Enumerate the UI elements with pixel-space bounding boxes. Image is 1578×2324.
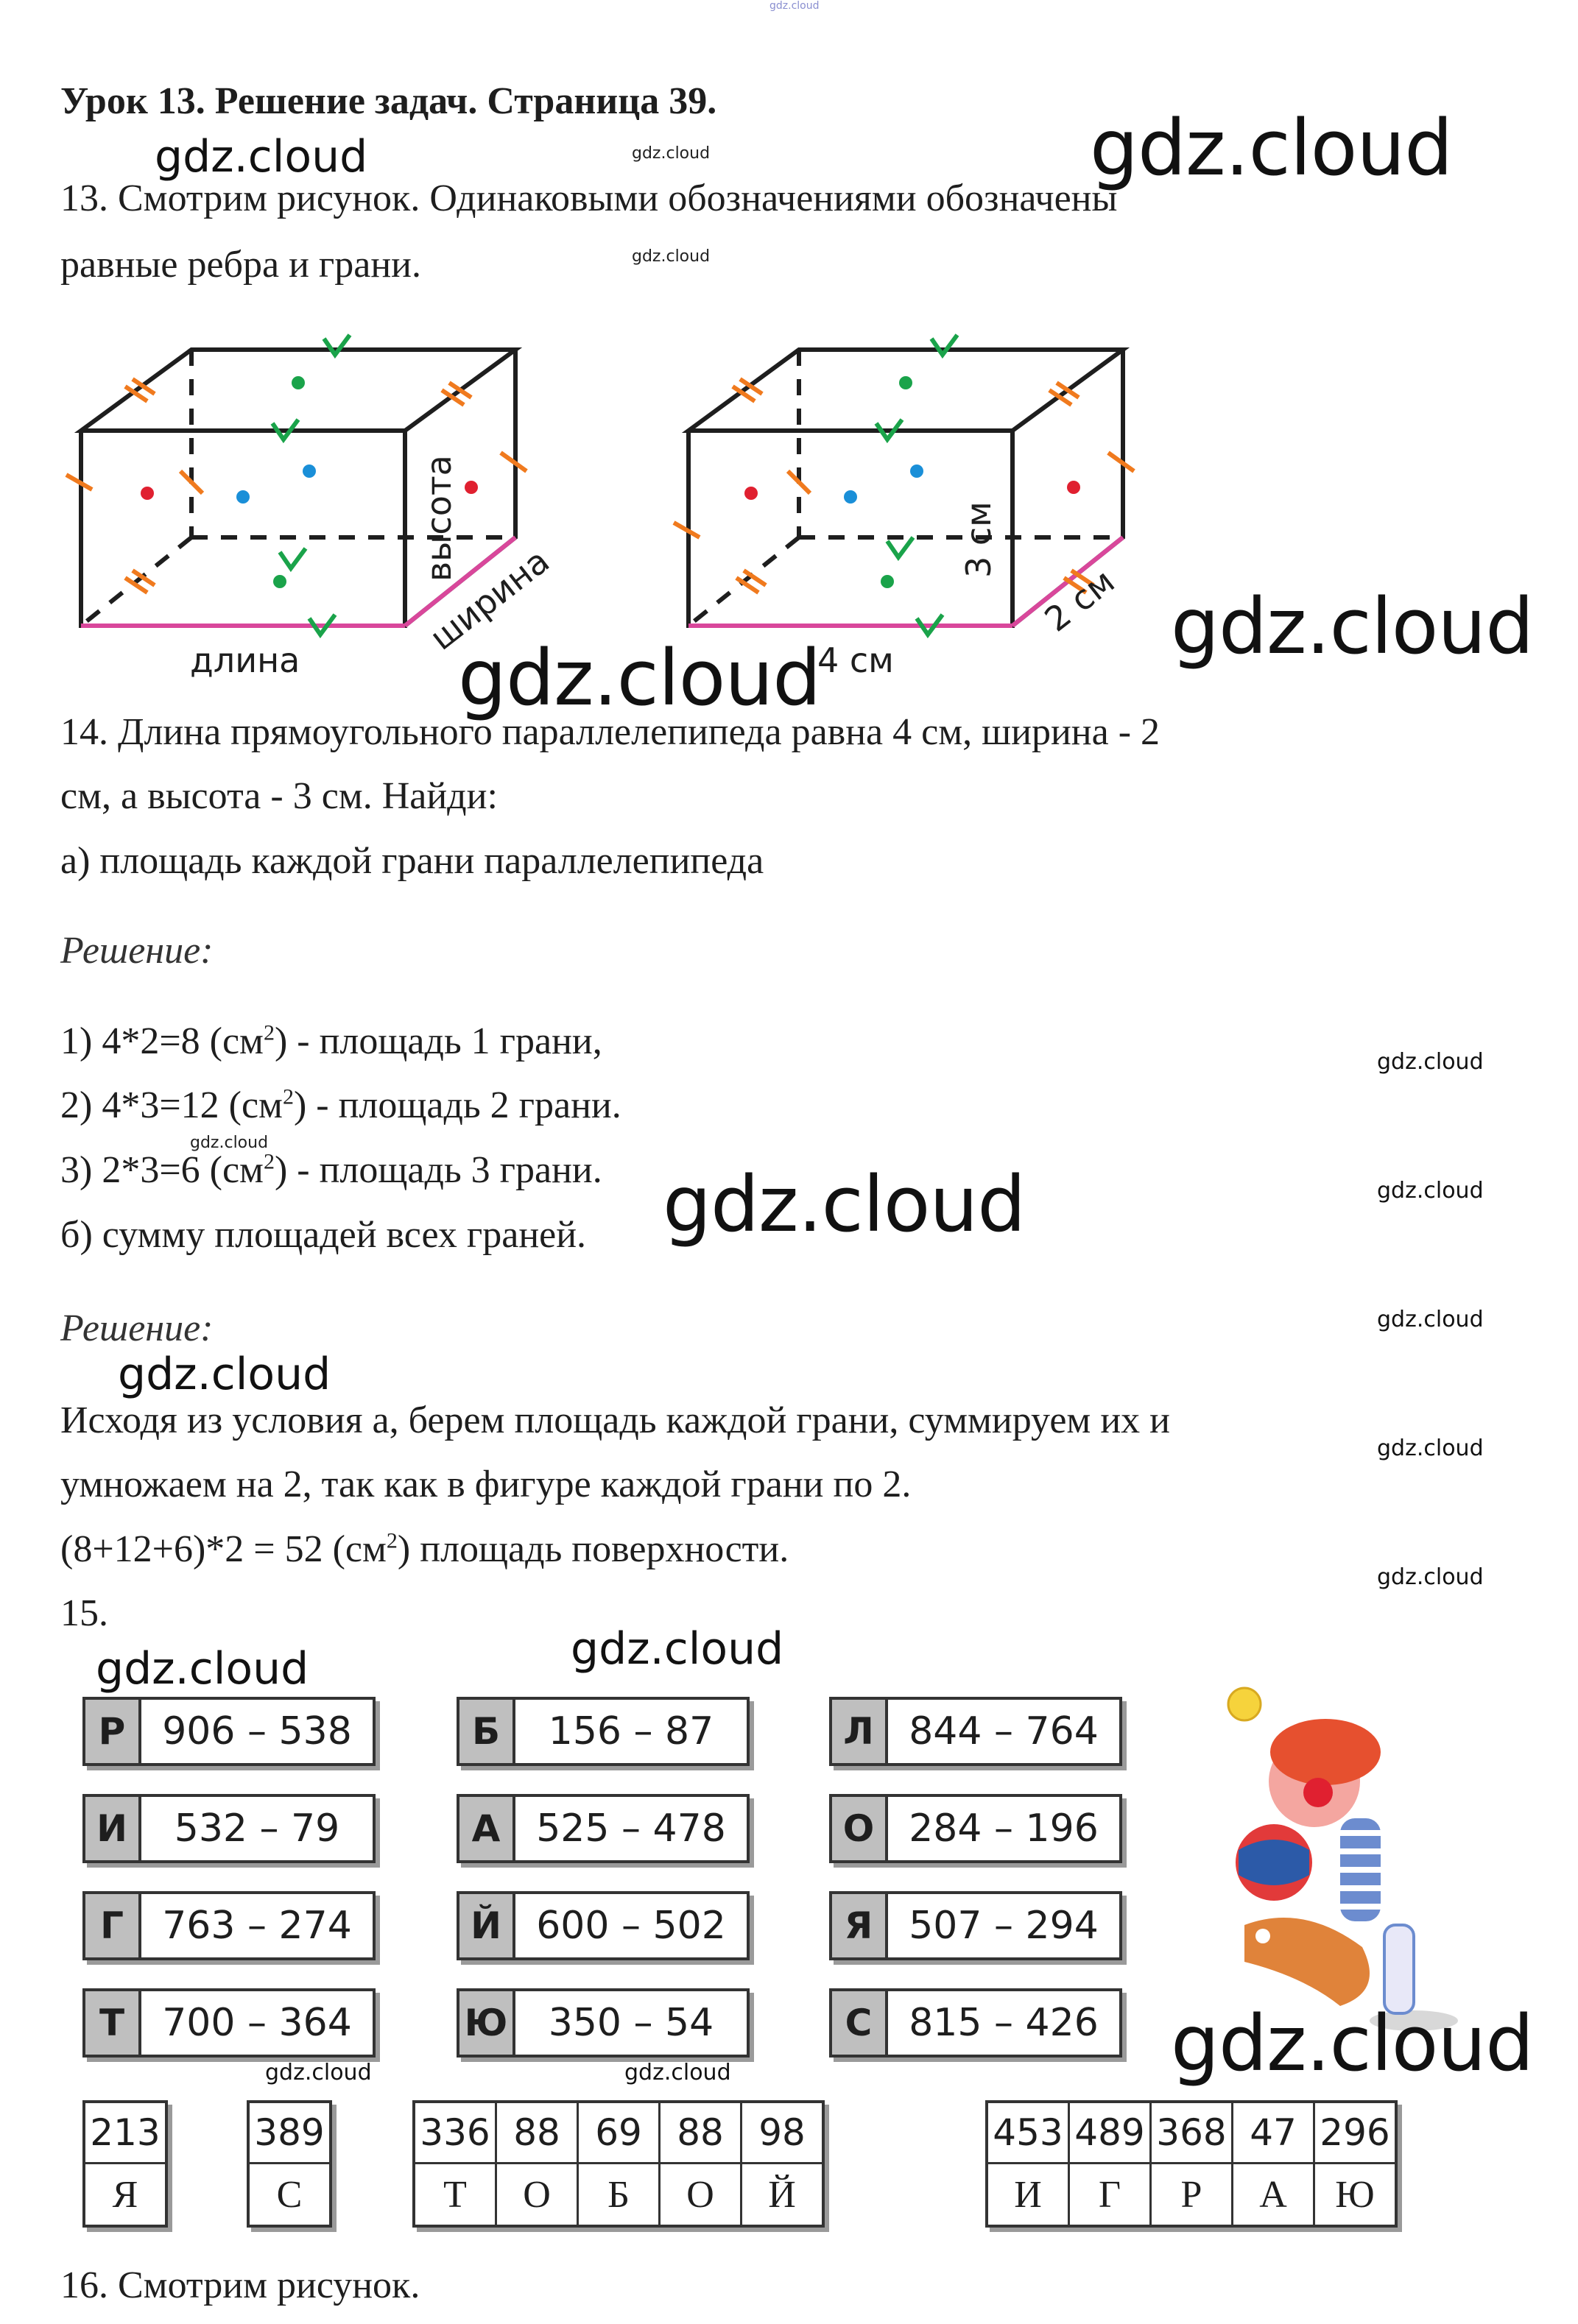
answer-number: 47 — [1233, 2103, 1313, 2164]
watermark: gdz.cloud — [624, 2060, 731, 2085]
exercise-card — [82, 1794, 376, 1863]
exercise-card — [82, 1697, 376, 1766]
solution-label-a: Решение: — [60, 930, 214, 972]
answer-number: 98 — [742, 2103, 822, 2164]
exercise-card — [829, 1794, 1122, 1863]
watermark: gdz.cloud — [1377, 1564, 1484, 1590]
answer-number: 489 — [1070, 2103, 1149, 2164]
answer-number: 88 — [661, 2103, 740, 2164]
surface-area-result: (8+12+6)*2 = 52 $(см^2)$ площадь поверхности. — [60, 1528, 789, 1570]
answer-group — [247, 2100, 332, 2228]
task14-line1: 14. Длина прямоугольного параллелепипеда равна 4 см, ширина - 2 — [60, 711, 1160, 753]
solution-step-2: 2) 4*3=12 $(см^2)$ - площадь 2 грани. — [60, 1084, 621, 1126]
exercise-card — [829, 1891, 1122, 1960]
explanation-line1: Исходя из условия а, берем площадь каждой грани, суммируем их и — [60, 1399, 1170, 1441]
task14-part-a: а) площадь каждой грани параллелепипеда — [60, 840, 764, 882]
right-height-label: 3 см — [959, 501, 998, 578]
watermark: gdz.cloud — [632, 144, 711, 163]
answer-number: 213 — [85, 2103, 165, 2164]
watermark: gdz.cloud — [571, 1623, 784, 1675]
watermark: gdz.cloud — [265, 2060, 372, 2085]
watermark: gdz.cloud — [458, 633, 821, 723]
exercise-expression: 156 – 87 — [548, 1709, 714, 1753]
answer-letter: Й — [768, 2173, 796, 2216]
exercise-card — [457, 1891, 750, 1960]
task15-number: 15. — [60, 1592, 108, 1634]
watermark: gdz.cloud — [1377, 1049, 1484, 1075]
exercise-expression: 906 – 538 — [162, 1709, 352, 1753]
watermark: gdz.cloud — [190, 1134, 269, 1152]
exercise-card — [829, 1988, 1122, 2058]
exercise-expression: 284 – 196 — [909, 1806, 1099, 1851]
task14-part-b: б) сумму площадей всех граней. — [60, 1214, 587, 1256]
explanation-line2: умножаем на 2, так как в фигуре каждой грани по 2. — [60, 1463, 912, 1505]
watermark: gdz.cloud — [632, 247, 711, 266]
exercise-card — [457, 1697, 750, 1766]
exercise-letter: И — [85, 1797, 141, 1860]
exercise-expression: 532 – 79 — [174, 1806, 340, 1851]
exercise-letter: Т — [85, 1991, 141, 2055]
clown-illustration — [1193, 1682, 1517, 2035]
watermark: gdz.cloud — [155, 131, 368, 183]
left-width-label: ширина — [422, 540, 557, 658]
answer-number: 88 — [497, 2103, 577, 2164]
answer-number: 296 — [1315, 2103, 1395, 2164]
answer-letter: О — [523, 2173, 551, 2216]
exercise-card — [457, 1794, 750, 1863]
exercise-letter: Р — [85, 1700, 141, 1763]
lesson-title: Урок 13. Решение задач. Страница 39. — [60, 80, 717, 122]
answer-letter: Б — [607, 2173, 630, 2216]
solution-label-b: Решение: — [60, 1307, 214, 1349]
answer-number: 453 — [988, 2103, 1068, 2164]
exercise-expression: 507 – 294 — [909, 1904, 1099, 1948]
watermark: gdz.cloud — [663, 1159, 1026, 1249]
exercise-letter: Я — [832, 1894, 888, 1957]
watermark: gdz.cloud — [118, 1349, 331, 1400]
watermark-top: gdz.cloud — [769, 0, 820, 12]
exercise-letter: А — [459, 1797, 515, 1860]
exercise-card — [829, 1697, 1122, 1766]
task13-line2: равные ребра и грани. — [60, 244, 421, 286]
right-length-label: 4 см — [817, 640, 894, 680]
answer-group — [82, 2100, 168, 2228]
answer-letter: Я — [112, 2173, 138, 2216]
right-width-label: 2 см — [1037, 561, 1122, 640]
answer-letter: О — [686, 2173, 714, 2216]
exercise-expression: 700 – 364 — [162, 2001, 352, 2045]
exercise-letter: Г — [85, 1894, 141, 1957]
answer-number: 69 — [579, 2103, 658, 2164]
watermark: gdz.cloud — [1377, 1307, 1484, 1332]
answer-group — [985, 2100, 1398, 2228]
task14-line2: см, а высота - 3 см. Найди: — [60, 775, 498, 817]
answer-number: 389 — [250, 2103, 329, 2164]
exercise-letter: Б — [459, 1700, 515, 1763]
answer-letter: Р — [1180, 2173, 1202, 2216]
answer-letter: С — [276, 2173, 303, 2216]
exercise-card — [457, 1988, 750, 2058]
watermark: gdz.cloud — [96, 1643, 309, 1695]
exercise-card — [82, 1988, 376, 2058]
answer-letter: А — [1259, 2173, 1287, 2216]
exercise-expression: 600 – 502 — [536, 1904, 726, 1948]
answer-number: 368 — [1152, 2103, 1231, 2164]
watermark: gdz.cloud — [1171, 1999, 1534, 2088]
answer-letter: И — [1014, 2173, 1042, 2216]
answer-letter: Г — [1098, 2173, 1121, 2216]
answer-group — [412, 2100, 825, 2228]
solution-step-1: 1) 4*2=8 $(см^2)$ - площадь 1 грани, — [60, 1020, 602, 1062]
left-height-label: высота — [419, 455, 459, 582]
exercise-expression: 525 – 478 — [536, 1806, 726, 1851]
answer-letter: Ю — [1335, 2173, 1375, 2216]
watermark: gdz.cloud — [1377, 1435, 1484, 1461]
watermark: gdz.cloud — [1171, 582, 1534, 671]
answer-letter: Т — [443, 2173, 467, 2216]
left-length-label: длина — [190, 640, 300, 680]
task16-line: 16. Смотрим рисунок. — [60, 2264, 420, 2306]
exercise-expression: 844 – 764 — [909, 1709, 1099, 1753]
exercise-letter: О — [832, 1797, 888, 1860]
exercise-letter: Ю — [459, 1991, 515, 2055]
exercise-expression: 815 – 426 — [909, 2001, 1099, 2045]
watermark: gdz.cloud — [1377, 1178, 1484, 1204]
exercise-expression: 350 – 54 — [548, 2001, 714, 2045]
watermark: gdz.cloud — [1090, 103, 1453, 193]
exercise-letter: Л — [832, 1700, 888, 1763]
solution-step-3: 3) 2*3=6 $(см^2)$ - площадь 3 грани. — [60, 1149, 602, 1191]
exercise-card — [82, 1891, 376, 1960]
exercise-letter: Й — [459, 1894, 515, 1957]
answer-number: 336 — [415, 2103, 495, 2164]
exercise-letter: С — [832, 1991, 888, 2055]
exercise-expression: 763 – 274 — [162, 1904, 352, 1948]
task13-line1: 13. Смотрим рисунок. Одинаковыми обозначениями обозначены — [60, 177, 1118, 219]
